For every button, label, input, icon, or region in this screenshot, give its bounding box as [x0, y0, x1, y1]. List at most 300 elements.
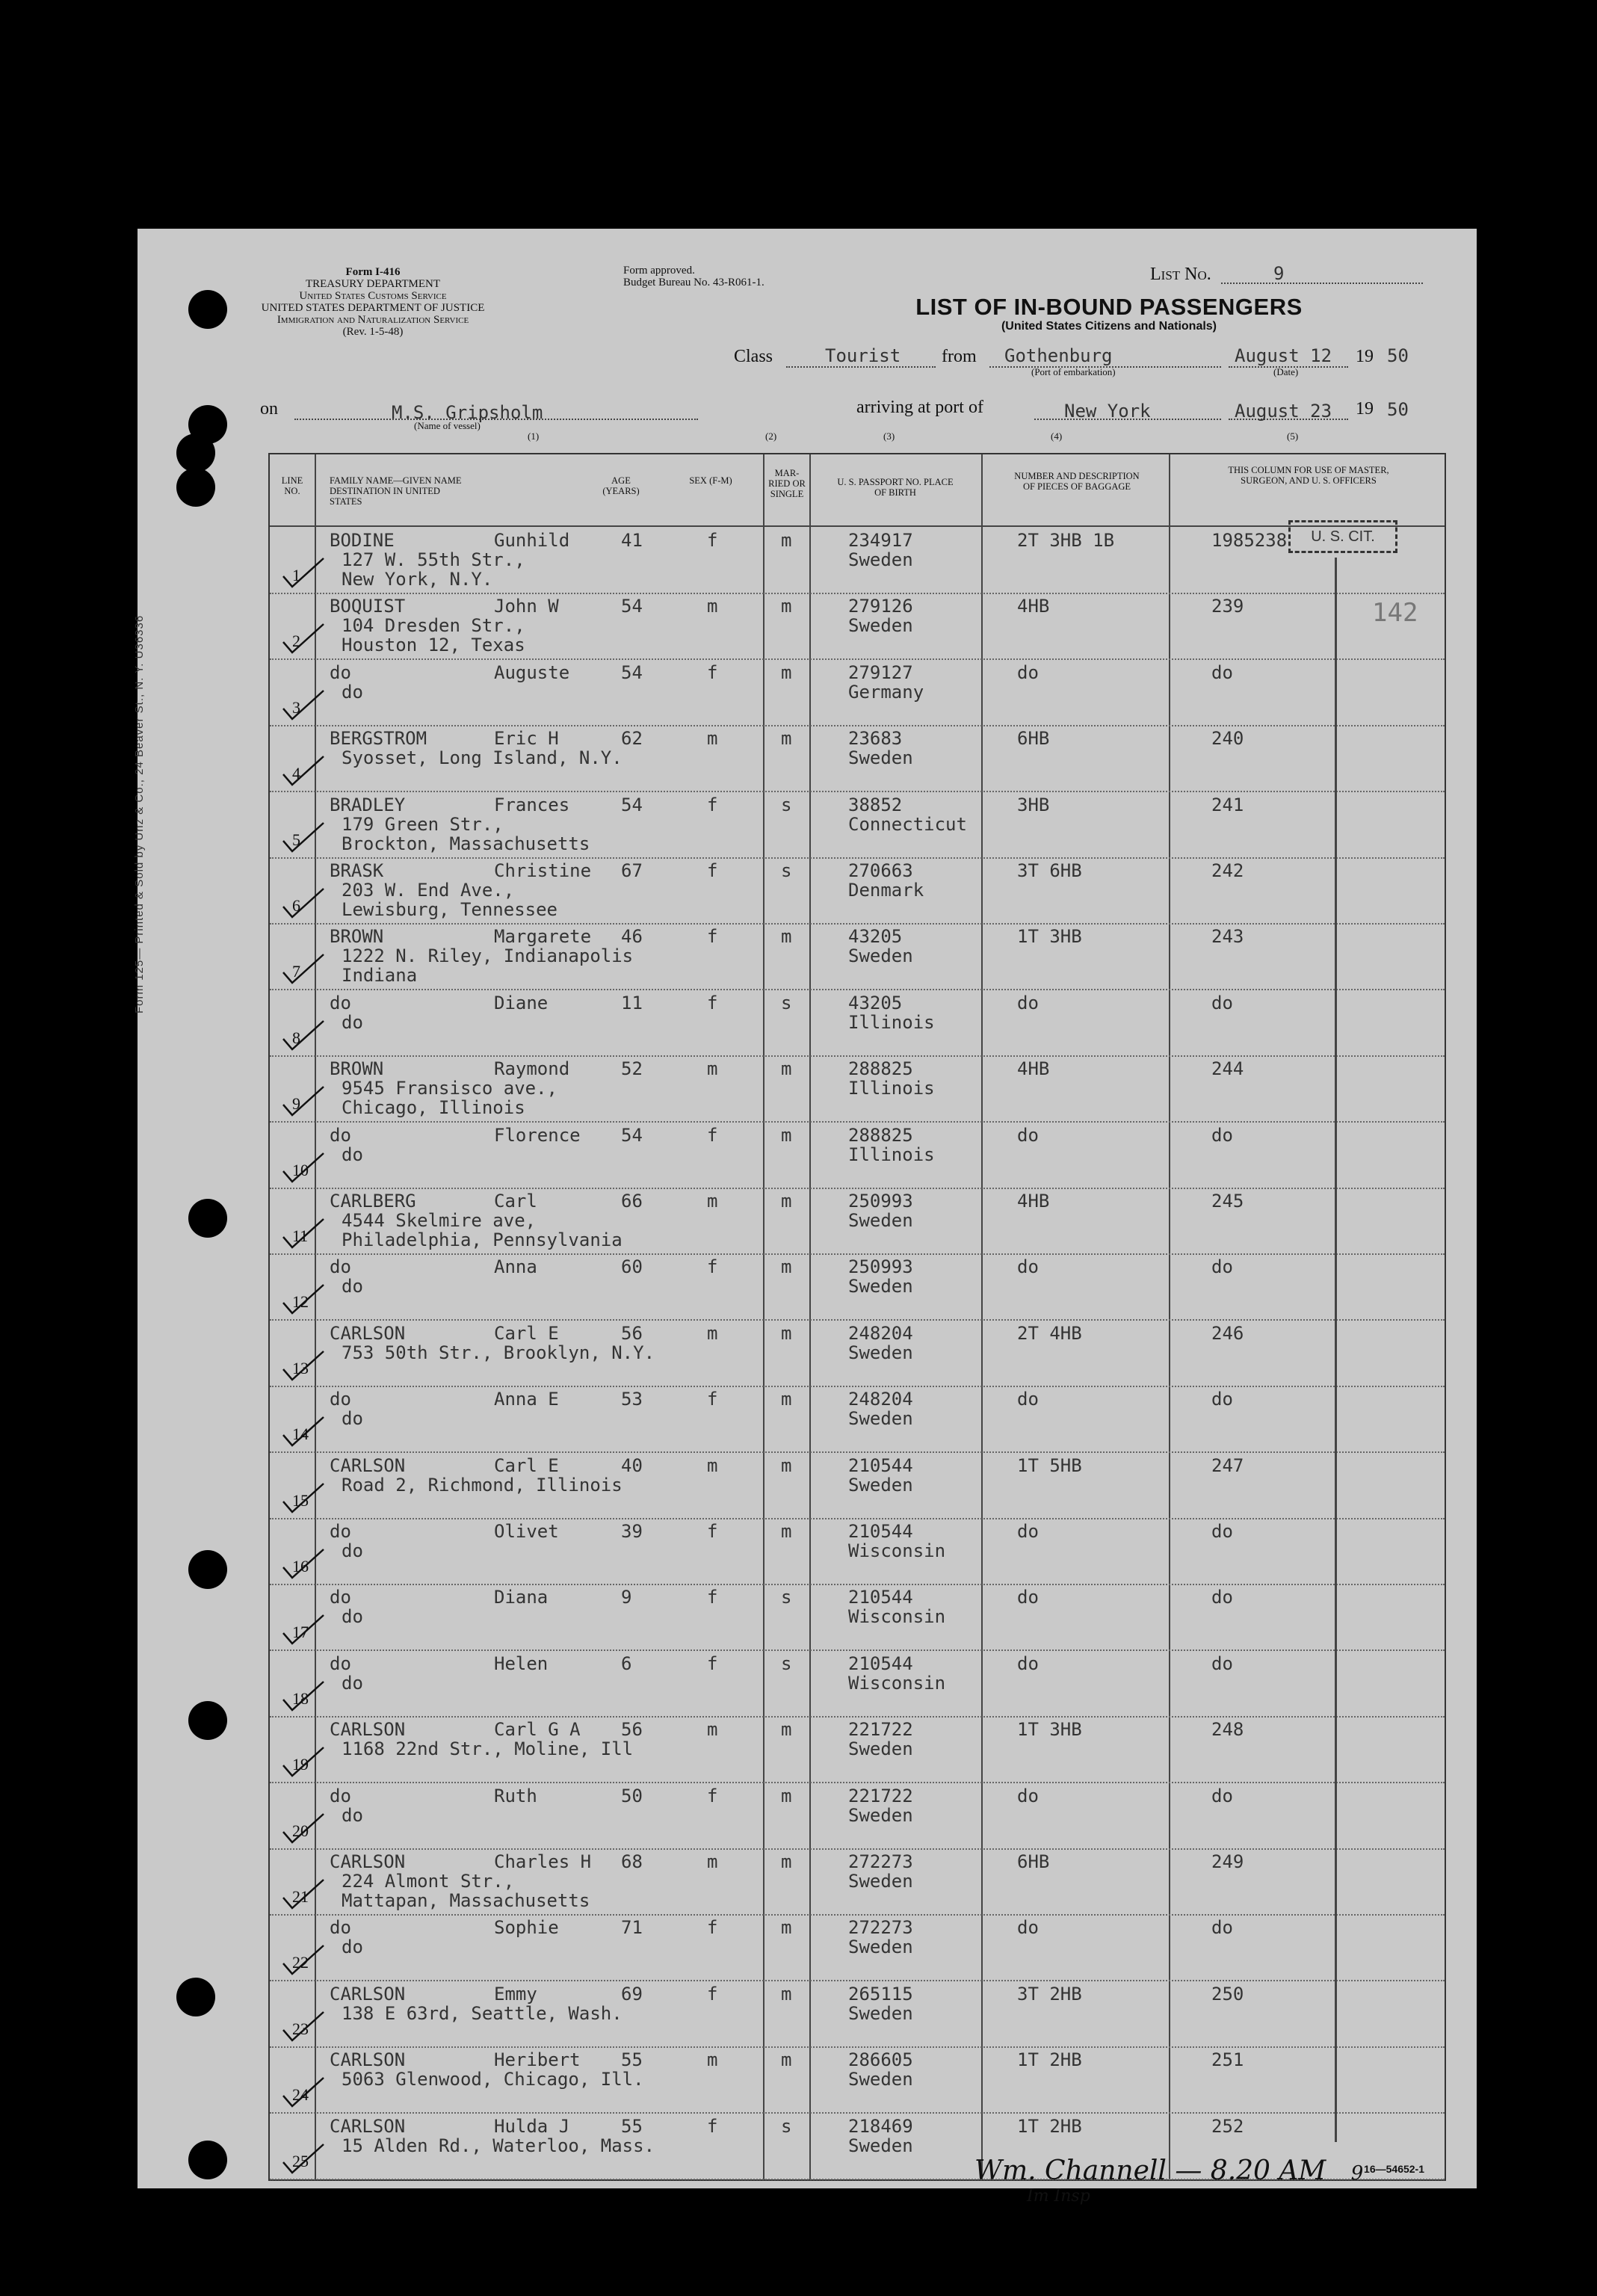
cell-family: do	[330, 1785, 351, 1806]
punch-hole	[188, 1701, 227, 1740]
cell-ms: s	[781, 1587, 792, 1608]
class-line	[786, 366, 936, 368]
cell-sex: m	[707, 596, 718, 617]
punch-hole	[188, 290, 227, 329]
table-row	[270, 923, 1445, 990]
line-number: 7	[292, 962, 300, 981]
cell-given: Hulda J	[494, 2115, 570, 2137]
line-number: 18	[292, 1688, 309, 1708]
cell-address-line-1: do	[342, 1937, 363, 1958]
form-subtitle: (United States Citizens and Nationals)	[1001, 320, 1217, 333]
cell-passport: 210544	[848, 1454, 913, 1476]
cell-given: Carl	[494, 1191, 537, 1212]
check-mark-icon	[282, 1348, 325, 1381]
cell-address-line-1: 138 E 63rd, Seattle, Wash.	[342, 2002, 623, 2024]
cell-ms: m	[781, 1256, 792, 1278]
cell-address-line-1: do	[342, 1408, 363, 1430]
cell-age: 6	[621, 1652, 632, 1674]
list-no-value: 9	[1273, 263, 1285, 284]
cell-off: do	[1211, 1124, 1233, 1146]
cell-family: do	[330, 1587, 351, 1608]
cell-family: do	[330, 1521, 351, 1542]
col-header-line-no: LINE NO.	[281, 475, 303, 496]
cell-birthplace: Sweden	[848, 615, 913, 637]
punch-hole	[176, 1978, 215, 2016]
cell-address-line-1: 179 Green Str.,	[342, 813, 504, 835]
cell-sex: f	[707, 860, 718, 881]
cell-given: John W	[494, 596, 559, 617]
cell-family: BRASK	[330, 860, 384, 881]
form-agencies	[250, 266, 496, 338]
table-row	[270, 1584, 1445, 1651]
inspector-title: Im Insp	[1027, 2187, 1090, 2206]
cell-given: Diane	[494, 992, 549, 1013]
check-mark-icon	[282, 2009, 325, 2042]
cell-bag: do	[1017, 992, 1039, 1013]
cell-family: BROWN	[330, 926, 384, 948]
cell-ms: m	[781, 661, 792, 683]
cell-birthplace: Sweden	[848, 1276, 913, 1297]
cell-ms: s	[781, 1652, 792, 1674]
cell-age: 41	[621, 530, 643, 551]
cell-bag: 6HB	[1017, 1851, 1050, 1872]
line-number: 9	[292, 1094, 300, 1114]
cell-age: 46	[621, 926, 643, 948]
cell-bag: do	[1017, 1389, 1039, 1410]
cell-age: 60	[621, 1256, 643, 1278]
cell-age: 54	[621, 794, 643, 815]
cell-sex: f	[707, 1652, 718, 1674]
cell-off: 252	[1211, 2115, 1244, 2137]
col-num-3: (4)	[1051, 430, 1063, 442]
cell-age: 71	[621, 1917, 643, 1939]
cell-birthplace: Wisconsin	[848, 1540, 946, 1561]
form-title: LIST OF IN-BOUND PASSENGERS	[915, 294, 1303, 320]
cell-birthplace: Illinois	[848, 1011, 935, 1033]
check-mark-icon	[282, 1679, 325, 1712]
line-number: 6	[292, 896, 300, 915]
cell-birthplace: Sweden	[848, 1738, 913, 1760]
check-mark-icon	[282, 1811, 325, 1844]
table-row	[270, 1716, 1445, 1783]
table-row	[270, 1122, 1445, 1189]
col-header-name: FAMILY NAME—GIVEN NAME DESTINATION IN UNITED STATES	[330, 475, 462, 507]
manifest-page	[133, 229, 1477, 2206]
line-number: 12	[292, 1292, 309, 1312]
cell-passport: 23683	[848, 728, 903, 750]
cell-address-line-1: do	[342, 1804, 363, 1826]
cell-ms: m	[781, 728, 792, 750]
cell-off: 249	[1211, 1851, 1244, 1872]
cell-passport: 210544	[848, 1521, 913, 1542]
cell-passport: 210544	[848, 1652, 913, 1674]
port-embark-value: Gothenburg	[1004, 345, 1113, 366]
treasury-label: TREASURY DEPARTMENT	[305, 278, 441, 290]
cell-sex: f	[707, 1983, 718, 2005]
cell-age: 39	[621, 1521, 643, 1542]
cell-passport: 279126	[848, 596, 913, 617]
table-row	[270, 1320, 1445, 1387]
cell-bag: do	[1017, 1256, 1039, 1278]
cell-off: do	[1211, 1652, 1233, 1674]
cell-passport: 270663	[848, 860, 913, 881]
cell-bag: do	[1017, 661, 1039, 683]
cell-off: do	[1211, 1917, 1233, 1939]
cell-bag: do	[1017, 1785, 1039, 1806]
arriving-label: arriving at port of	[856, 398, 983, 417]
cell-sex: m	[707, 1322, 718, 1344]
cell-bag: do	[1017, 1917, 1039, 1939]
line-number: 16	[292, 1557, 309, 1576]
cell-birthplace: Illinois	[848, 1078, 935, 1099]
cell-birthplace: Sweden	[848, 549, 913, 570]
arrival-port-value: New York	[1064, 401, 1151, 422]
cell-given: Charles H	[494, 1851, 592, 1872]
cell-family: BERGSTROM	[330, 728, 427, 750]
cell-address-line-1: 203 W. End Ave.,	[342, 880, 515, 901]
check-mark-icon	[282, 1942, 325, 1975]
cell-family: CARLSON	[330, 2115, 406, 2137]
col-header-baggage: NUMBER AND DESCRIPTION OF PIECES OF BAGGAGE	[1014, 471, 1140, 492]
table-row	[270, 659, 1445, 726]
cell-birthplace: Germany	[848, 681, 924, 703]
cell-address-line-1: do	[342, 1144, 363, 1165]
cell-sex: m	[707, 2049, 718, 2071]
cell-off: do	[1211, 992, 1233, 1013]
cell-passport: 272273	[848, 1917, 913, 1939]
cell-age: 55	[621, 2115, 643, 2137]
cell-ms: m	[781, 1521, 792, 1542]
cell-birthplace: Sweden	[848, 1871, 913, 1892]
check-mark-icon	[282, 688, 325, 720]
cell-birthplace: Sweden	[848, 1408, 913, 1430]
col-num-2: (3)	[883, 430, 895, 442]
cell-sex: f	[707, 1256, 718, 1278]
cell-given: Anna E	[494, 1389, 559, 1410]
signature-text: Wm. Channell — 8.20 AM	[974, 2155, 1326, 2186]
printer-imprint: Form 125— Printed & Sold by Unz & Co., 24 Beaver St., N. Y. U36336	[133, 614, 146, 1013]
cell-passport: 250993	[848, 1256, 913, 1278]
cell-sex: f	[707, 1917, 718, 1939]
cell-given: Ruth	[494, 1785, 537, 1806]
cell-address-line-1: do	[342, 1011, 363, 1033]
col-num-0: (1)	[528, 430, 540, 442]
on-label: on	[260, 399, 278, 419]
cell-family: BOQUIST	[330, 596, 406, 617]
ins-label: Immigration and Naturalization Service	[277, 314, 469, 326]
check-mark-icon	[282, 1216, 325, 1249]
check-mark-icon	[282, 951, 325, 984]
cell-family: CARLSON	[330, 1719, 406, 1741]
cell-passport: 286605	[848, 2049, 913, 2071]
cell-address-line-2: Houston 12, Texas	[342, 635, 525, 656]
cell-given: Auguste	[494, 661, 570, 683]
cell-passport: 248204	[848, 1389, 913, 1410]
cell-address-line-1: do	[342, 1540, 363, 1561]
cell-off: 244	[1211, 1058, 1244, 1080]
cell-age: 53	[621, 1389, 643, 1410]
cell-age: 50	[621, 1785, 643, 1806]
cell-family: do	[330, 1124, 351, 1146]
col-header-sex: SEX (F-M)	[689, 475, 732, 486]
justice-label: UNITED STATES DEPARTMENT OF JUSTICE	[261, 302, 485, 314]
cell-address-line-1: Syosset, Long Island, N.Y.	[342, 747, 623, 769]
check-mark-icon	[282, 1744, 325, 1777]
line-number: 21	[292, 1887, 309, 1906]
cell-sex: f	[707, 530, 718, 551]
cell-off: 251	[1211, 2049, 1244, 2071]
cell-age: 40	[621, 1454, 643, 1476]
cell-family: do	[330, 1389, 351, 1410]
line-number: 20	[292, 1821, 309, 1840]
cell-sex: f	[707, 1587, 718, 1608]
cell-given: Sophie	[494, 1917, 559, 1939]
cell-given: Margarete	[494, 926, 592, 948]
cell-sex: m	[707, 1191, 718, 1212]
cell-given: Florence	[494, 1124, 581, 1146]
cell-address-line-1: 104 Dresden Str.,	[342, 615, 525, 637]
table-row	[270, 1914, 1445, 1981]
table-row	[270, 1783, 1445, 1850]
cell-bag: 1T 2HB	[1017, 2115, 1082, 2137]
cell-sex: f	[707, 661, 718, 683]
vessel-value: M.S. Gripsholm	[392, 402, 543, 423]
col-header-passport: U. S. PASSPORT NO. PLACE OF BIRTH	[837, 477, 954, 498]
cell-bag: 1T 3HB	[1017, 926, 1082, 948]
check-mark-icon	[282, 820, 325, 853]
cell-address-line-2: Lewisburg, Tennessee	[342, 899, 557, 920]
cell-address-line-1: do	[342, 681, 363, 703]
list-no-line	[1221, 283, 1423, 284]
check-mark-icon	[282, 753, 325, 786]
check-mark-icon	[282, 1612, 325, 1645]
cell-age: 52	[621, 1058, 643, 1080]
cell-ms: m	[781, 1389, 792, 1410]
table-row	[270, 1452, 1445, 1519]
cell-off: 247	[1211, 1454, 1244, 1476]
check-mark-icon	[282, 1877, 325, 1910]
cell-ms: m	[781, 1851, 792, 1872]
inspector-signature	[974, 2155, 1363, 2186]
cell-address-line-1: 127 W. 55th Str.,	[342, 549, 525, 570]
check-mark-icon	[282, 1414, 325, 1447]
cell-address-line-2: Brockton, Massachusetts	[342, 833, 590, 854]
cell-family: BODINE	[330, 530, 395, 551]
check-mark-icon	[282, 1282, 325, 1315]
cell-passport: 272273	[848, 1851, 913, 1872]
arrival-date-value: August 23	[1235, 401, 1332, 422]
customs-label: United States Customs Service	[299, 290, 447, 302]
cell-off: 250	[1211, 1983, 1244, 2005]
cell-family: do	[330, 1256, 351, 1278]
cell-birthplace: Sweden	[848, 2135, 913, 2156]
cell-given: Heribert	[494, 2049, 581, 2071]
punch-hole	[188, 1199, 227, 1238]
cell-age: 11	[621, 992, 643, 1013]
cell-address-line-1: 5063 Glenwood, Chicago, Ill.	[342, 2069, 644, 2090]
cell-given: Anna	[494, 1256, 537, 1278]
col-num-4: (5)	[1287, 430, 1299, 442]
cell-passport: 221722	[848, 1785, 913, 1806]
cell-ms: s	[781, 2115, 792, 2137]
form-approval	[623, 265, 833, 288]
vessel-caption: (Name of vessel)	[414, 420, 481, 431]
cell-sex: m	[707, 1719, 718, 1741]
cell-bag: 2T 3HB 1B	[1017, 530, 1115, 551]
cell-given: Eric H	[494, 728, 559, 750]
check-mark-icon	[282, 1546, 325, 1579]
line-number: 13	[292, 1358, 309, 1377]
cell-sex: f	[707, 926, 718, 948]
cell-birthplace: Illinois	[848, 1144, 935, 1165]
cell-address-line-1: 224 Almont Str.,	[342, 1871, 515, 1892]
cell-off: 245	[1211, 1191, 1244, 1212]
cell-birthplace: Sweden	[848, 1937, 913, 1958]
class-label: Class	[734, 347, 773, 366]
table-row	[270, 725, 1445, 792]
line-number: 19	[292, 1755, 309, 1774]
punch-hole	[176, 433, 215, 472]
cell-passport: 38852	[848, 794, 903, 815]
cell-given: Carl E	[494, 1454, 559, 1476]
cell-ms: s	[781, 860, 792, 881]
cell-off: 1985238	[1211, 530, 1288, 551]
cell-age: 54	[621, 596, 643, 617]
cell-passport: 221722	[848, 1719, 913, 1741]
cell-birthplace: Wisconsin	[848, 1672, 946, 1694]
line-number: 25	[292, 2151, 309, 2170]
cell-bag: 3HB	[1017, 794, 1050, 815]
cell-off: do	[1211, 661, 1233, 683]
cell-address-line-1: 753 50th Str., Brooklyn, N.Y.	[342, 1342, 655, 1363]
cell-family: CARLBERG	[330, 1191, 416, 1212]
cell-bag: 6HB	[1017, 728, 1050, 750]
date-caption: (Date)	[1273, 366, 1299, 377]
punch-hole	[188, 1550, 227, 1589]
line-number: 23	[292, 2019, 309, 2038]
line-number: 4	[292, 764, 300, 783]
cell-ms: m	[781, 1785, 792, 1806]
table-row	[270, 1650, 1445, 1718]
check-mark-icon	[282, 1150, 325, 1183]
cell-sex: f	[707, 1389, 718, 1410]
line-number: 11	[292, 1226, 309, 1245]
stamp-number: 142	[1372, 598, 1418, 628]
cell-birthplace: Sweden	[848, 747, 913, 769]
cell-off: do	[1211, 1389, 1233, 1410]
cell-birthplace: Sweden	[848, 1342, 913, 1363]
cell-given: Frances	[494, 794, 570, 815]
cell-ms: m	[781, 926, 792, 948]
cell-bag: 2T 4HB	[1017, 1322, 1082, 1344]
cell-passport: 265115	[848, 1983, 913, 2005]
cell-passport: 288825	[848, 1058, 913, 1080]
cell-bag: do	[1017, 1652, 1039, 1674]
cell-address-line-1: do	[342, 1276, 363, 1297]
cell-given: Christine	[494, 860, 592, 881]
cell-passport: 234917	[848, 530, 913, 551]
check-mark-icon	[282, 2075, 325, 2108]
cell-sex: f	[707, 794, 718, 815]
cell-ms: m	[781, 1719, 792, 1741]
list-no-label: List No.	[1150, 265, 1211, 284]
cell-address-line-2: New York, N.Y.	[342, 569, 493, 590]
cell-sex: m	[707, 1851, 718, 1872]
cell-age: 9	[621, 1587, 632, 1608]
cell-passport: 210544	[848, 1587, 913, 1608]
table-row	[270, 1188, 1445, 1255]
cell-address-line-1: 15 Alden Rd., Waterloo, Mass.	[342, 2135, 655, 2156]
cell-bag: 1T 3HB	[1017, 1719, 1082, 1741]
officer-check-line	[1335, 558, 1337, 2142]
cell-sex: f	[707, 1521, 718, 1542]
cell-sex: f	[707, 992, 718, 1013]
cell-ms: m	[781, 1191, 792, 1212]
table-row	[270, 990, 1445, 1057]
cell-age: 54	[621, 1124, 643, 1146]
cell-bag: 3T 6HB	[1017, 860, 1082, 881]
cell-ms: m	[781, 530, 792, 551]
col-header-officers: THIS COLUMN FOR USE OF MASTER, SURGEON, AND U. S. OFFICERS	[1228, 465, 1389, 486]
cell-sex: m	[707, 1058, 718, 1080]
cell-sex: f	[707, 1124, 718, 1146]
line-number: 2	[292, 632, 300, 651]
cell-passport: 279127	[848, 661, 913, 683]
cell-birthplace: Connecticut	[848, 813, 967, 835]
year-value-2: 50	[1387, 399, 1409, 420]
cell-age: 54	[621, 661, 643, 683]
port-embark-caption: (Port of embarkation)	[1031, 366, 1116, 377]
cell-ms: s	[781, 992, 792, 1013]
cell-address-line-2: Chicago, Illinois	[342, 1097, 525, 1119]
line-number: 1	[292, 566, 300, 584]
cell-ms: m	[781, 1454, 792, 1476]
col-header-married: MAR-RIED OR SINGLE	[768, 468, 806, 499]
check-mark-icon	[282, 1084, 325, 1117]
year-label-2: 19	[1356, 399, 1374, 419]
check-mark-icon	[282, 1481, 325, 1513]
cell-ms: m	[781, 596, 792, 617]
cell-bag: do	[1017, 1521, 1039, 1542]
check-mark-icon	[282, 886, 325, 919]
cell-passport: 43205	[848, 992, 903, 1013]
line-number: 15	[292, 1490, 309, 1510]
cell-family: do	[330, 1652, 351, 1674]
cell-birthplace: Sweden	[848, 2069, 913, 2090]
cell-given: Carl G A	[494, 1719, 581, 1741]
cell-birthplace: Sweden	[848, 1210, 913, 1231]
table-row	[270, 1055, 1445, 1123]
year-label-1: 19	[1356, 347, 1374, 366]
line-number: 5	[292, 830, 300, 849]
cell-ms: m	[781, 1983, 792, 2005]
cell-bag: 1T 2HB	[1017, 2049, 1082, 2071]
cell-off: do	[1211, 1587, 1233, 1608]
line-number: 24	[292, 2085, 309, 2105]
cell-address-line-2: Philadelphia, Pennsylvania	[342, 1229, 623, 1250]
table-row	[270, 593, 1445, 660]
cell-family: do	[330, 992, 351, 1013]
check-mark-icon	[282, 555, 325, 588]
cell-family: do	[330, 1917, 351, 1939]
cell-ms: m	[781, 1322, 792, 1344]
from-label: from	[942, 347, 977, 366]
approval-line-2: Budget Bureau No. 43-R061-1.	[623, 277, 764, 288]
cell-family: CARLSON	[330, 1983, 406, 2005]
cell-address-line-1: 4544 Skelmire ave,	[342, 1210, 537, 1231]
cell-passport: 248204	[848, 1322, 913, 1344]
table-row	[270, 1848, 1445, 1916]
